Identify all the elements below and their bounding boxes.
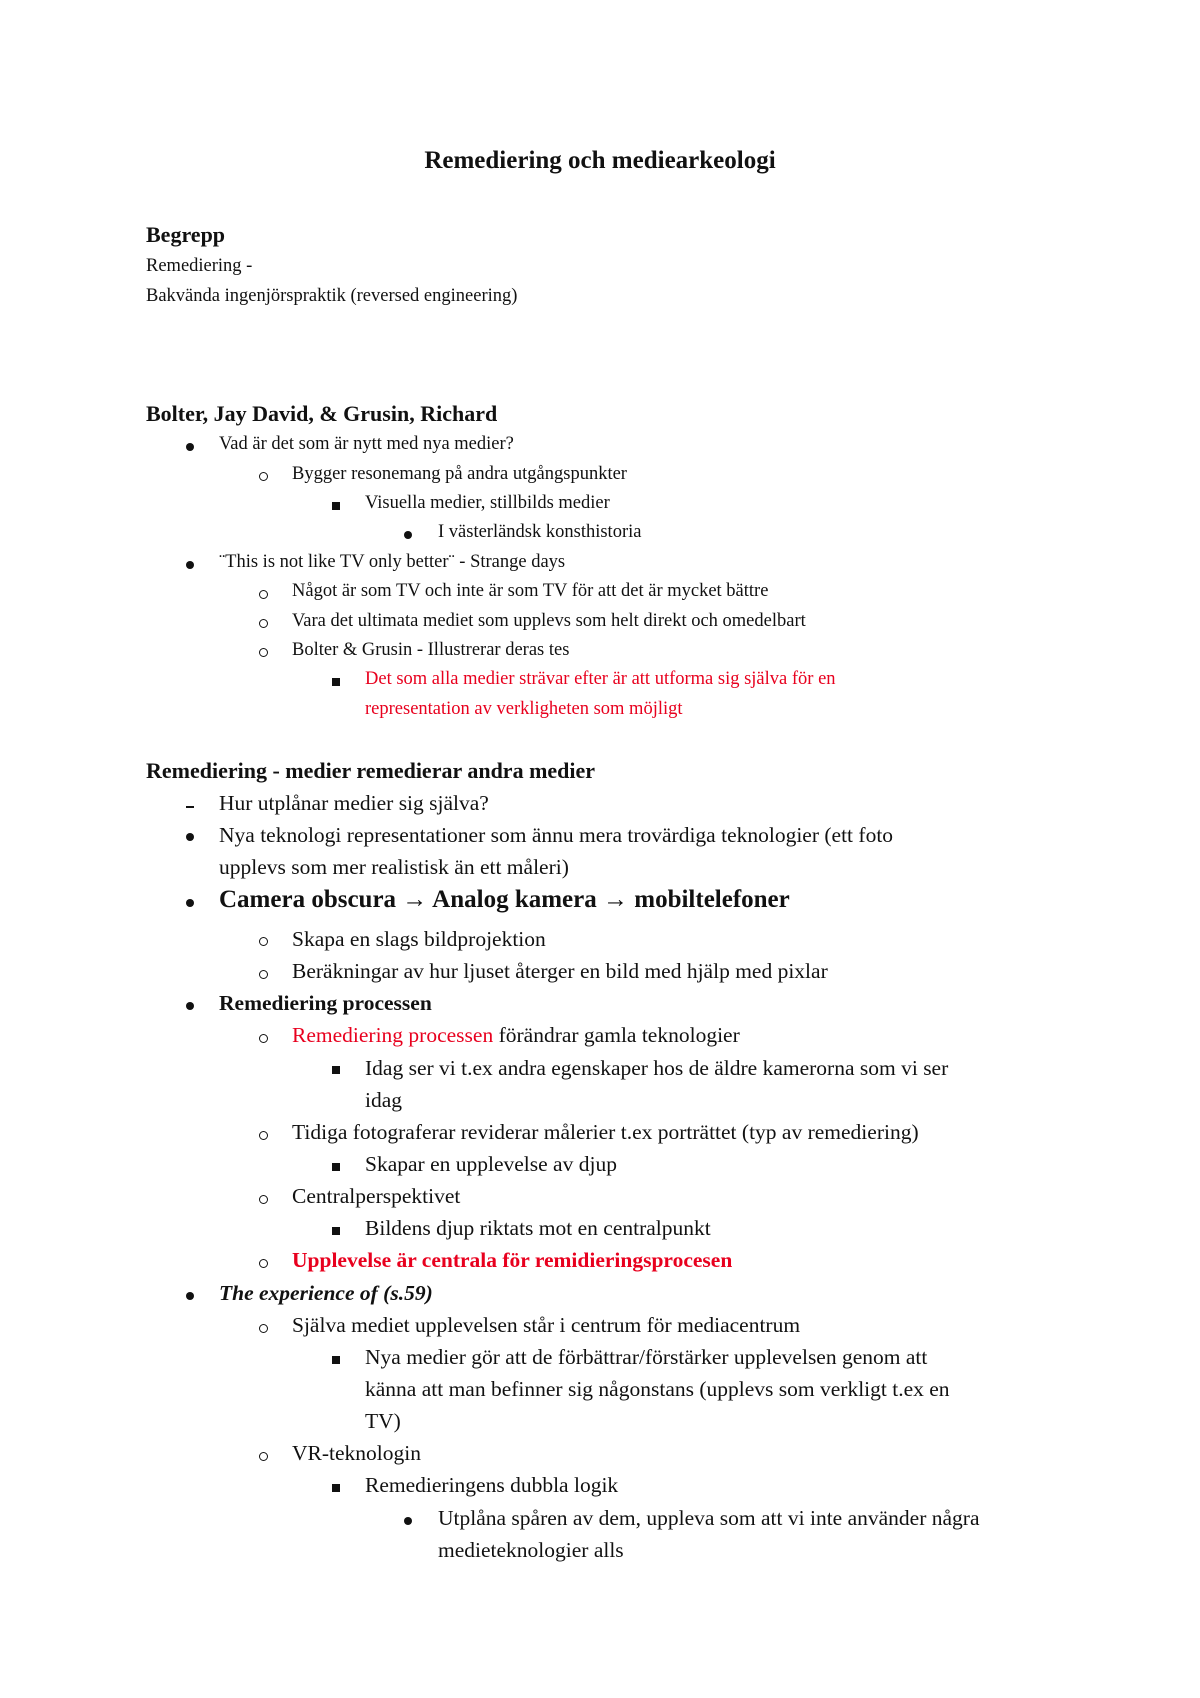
heading-bolter-grusin: Bolter, Jay David, & Grusin, Richard xyxy=(146,401,498,426)
list-item-continued: TV) xyxy=(365,1409,401,1433)
list-item: Nya teknologi representationer som ännu mera trovärdiga teknologier (ett foto xyxy=(219,823,894,847)
list-item: Visuella medier, stillbilds medier xyxy=(365,493,610,513)
list-item: Något är som TV och inte är som TV för att det är mycket bättre xyxy=(292,581,769,601)
list-item-continued: känna att man befinner sig någonstans (upplevs som verkligt t.ex en xyxy=(365,1377,950,1401)
list-item: Bygger resonemang på andra utgångspunkter xyxy=(292,464,627,484)
list-item: Vad är det som är nytt med nya medier? xyxy=(219,434,514,454)
square-bullet-icon xyxy=(332,1484,340,1492)
list-item: Skapa en slags bildprojektion xyxy=(292,927,546,951)
list-item-highlighted-continued: representation av verkligheten som möjligt xyxy=(365,699,683,719)
circle-bullet-icon xyxy=(259,1131,268,1140)
bullet-icon xyxy=(404,531,412,539)
bullet-icon xyxy=(186,1002,194,1010)
circle-bullet-icon xyxy=(259,1259,268,1268)
list-item-bold-italic: The experience of (s.59) xyxy=(219,1281,433,1305)
list-item-bold-highlighted: Upplevelse är centrala för remidieringsprocesen xyxy=(292,1248,733,1272)
list-item-highlighted: Det som alla medier strävar efter är att utforma sig själva för en xyxy=(365,669,836,689)
text-line: Remediering - xyxy=(146,256,253,276)
bullet-icon xyxy=(186,833,194,841)
list-item: Skapar en upplevelse av djup xyxy=(365,1152,617,1176)
circle-bullet-icon xyxy=(259,970,268,979)
square-bullet-icon xyxy=(332,1227,340,1235)
list-item: Bildens djup riktats mot en centralpunkt xyxy=(365,1216,711,1240)
circle-bullet-icon xyxy=(259,648,268,657)
square-bullet-icon xyxy=(332,678,340,686)
square-bullet-icon xyxy=(332,502,340,510)
circle-bullet-icon xyxy=(259,1034,268,1043)
circle-bullet-icon xyxy=(259,1452,268,1461)
list-item xyxy=(292,1023,740,1048)
list-item: Tidiga fotograferar reviderar målerier t.ex porträttet (typ av remediering) xyxy=(292,1120,919,1144)
square-bullet-icon xyxy=(332,1163,340,1171)
bullet-icon xyxy=(186,443,194,451)
dash-bullet-icon xyxy=(186,806,194,808)
bullet-icon xyxy=(186,561,194,569)
circle-bullet-icon xyxy=(259,472,268,481)
heading-begrepp: Begrepp xyxy=(146,222,226,247)
list-item-continued: upplevs som mer realistisk än ett måleri) xyxy=(219,855,569,879)
list-item: VR-teknologin xyxy=(292,1441,421,1465)
bullet-icon xyxy=(404,1517,412,1525)
list-item-continued: idag xyxy=(365,1088,403,1112)
list-item-continued: medieteknologier alls xyxy=(438,1538,624,1562)
circle-bullet-icon xyxy=(259,590,268,599)
list-item: Hur utplånar medier sig själva? xyxy=(219,791,489,815)
list-item: Bolter & Grusin - Illustrerar deras tes xyxy=(292,640,570,660)
list-item: Själva mediet upplevelsen står i centrum för mediacentrum xyxy=(292,1313,801,1337)
circle-bullet-icon xyxy=(259,619,268,628)
circle-bullet-icon xyxy=(259,1324,268,1333)
list-item-large: Camera obscura → Analog kamera → mobiltelefoner xyxy=(219,886,790,913)
highlighted-term: Remediering processen xyxy=(292,1023,494,1047)
list-item-text: förändrar gamla teknologier xyxy=(493,1023,740,1047)
square-bullet-icon xyxy=(332,1066,340,1074)
list-item: Idag ser vi t.ex andra egenskaper hos de äldre kamerorna som vi ser xyxy=(365,1056,949,1080)
list-item: Centralperspektivet xyxy=(292,1184,461,1208)
bullet-icon xyxy=(186,899,194,907)
list-item: Utplåna spåren av dem, uppleva som att vi inte använder några xyxy=(438,1506,980,1530)
list-item: Nya medier gör att de förbättrar/förstärker upplevelsen genom att xyxy=(365,1345,928,1369)
list-item: Vara det ultimata mediet som upplevs som helt direkt och omedelbart xyxy=(292,611,806,631)
text-line: Bakvända ingenjörspraktik (reversed engineering) xyxy=(146,286,518,306)
bullet-icon xyxy=(186,1292,194,1300)
heading-remediering: Remediering - medier remedierar andra medier xyxy=(146,758,596,783)
list-item: Remedieringens dubbla logik xyxy=(365,1473,619,1497)
circle-bullet-icon xyxy=(259,937,268,946)
document-title: Remediering och mediearkeologi xyxy=(424,147,776,174)
list-item: Beräkningar av hur ljuset återger en bild med hjälp med pixlar xyxy=(292,959,828,983)
list-item: I västerländsk konsthistoria xyxy=(438,522,642,542)
square-bullet-icon xyxy=(332,1356,340,1364)
list-item: ¨This is not like TV only better¨ - Strange days xyxy=(219,552,566,572)
list-item-bold: Remediering processen xyxy=(219,991,432,1015)
circle-bullet-icon xyxy=(259,1195,268,1204)
